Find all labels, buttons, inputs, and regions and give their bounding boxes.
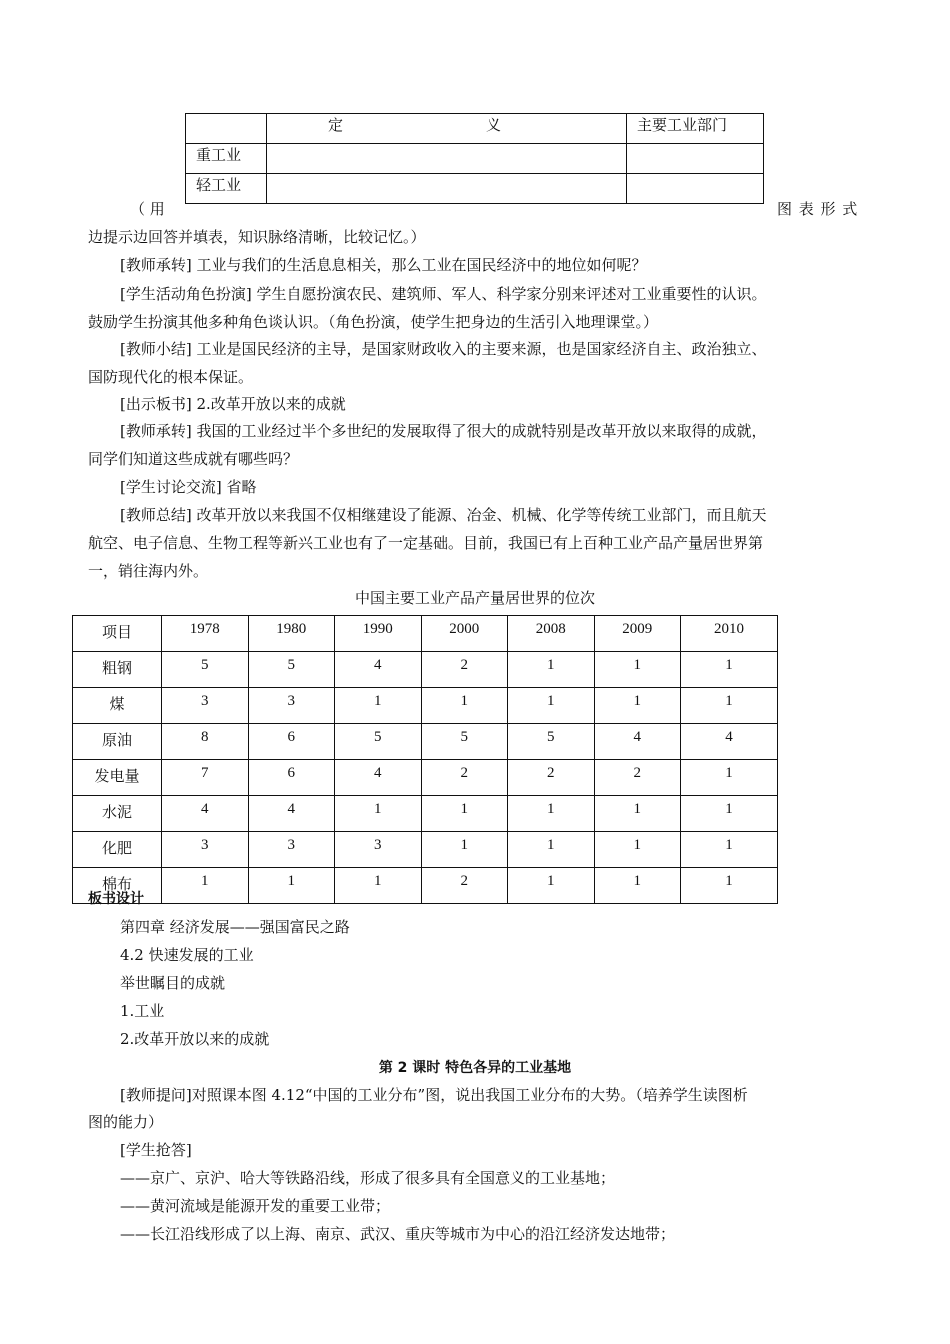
- paragraph: [教师总结] 改革开放以来我国不仅相继建设了能源、冶金、机械、化学等传统工业部门，而且航天: [120, 506, 767, 524]
- rank-table: [72, 615, 778, 904]
- table-cell: 2: [421, 760, 508, 796]
- board-line: 举世瞩目的成就: [120, 974, 226, 992]
- paragraph: ——京广、京沪、哈大等铁路沿线，形成了很多具有全国意义的工业基地；: [120, 1169, 616, 1187]
- row-label-light: 轻工业: [186, 174, 267, 204]
- paragraph: 一，销往海内外。: [88, 562, 209, 580]
- table-cell: 5: [421, 724, 508, 760]
- table-cell: 1: [681, 796, 778, 832]
- table-cell: 1: [681, 760, 778, 796]
- side-note-right: 图 表 形 式: [777, 200, 859, 218]
- table-cell: 4: [162, 796, 249, 832]
- paragraph: [教师承转] 我国的工业经过半个多世纪的发展取得了很大的成就特别是改革开放以来取得的成就，: [120, 422, 767, 440]
- table-cell: 1: [681, 652, 778, 688]
- table-cell: 5: [335, 724, 422, 760]
- table-cell: 4: [681, 724, 778, 760]
- table-cell: 3: [248, 832, 335, 868]
- table-cell: 5: [248, 652, 335, 688]
- table-cell: 3: [162, 688, 249, 724]
- table-cell: [267, 144, 627, 174]
- paragraph: [出示板书] 2.改革开放以来的成就: [120, 395, 346, 413]
- table-cell: 3: [248, 688, 335, 724]
- table-cell: 2: [508, 760, 595, 796]
- board-line: 1.工业: [120, 1002, 165, 1020]
- table-cell: 1: [594, 868, 681, 904]
- table-cell: 1: [421, 832, 508, 868]
- table-cell: 6: [248, 760, 335, 796]
- table-cell: 2: [421, 652, 508, 688]
- table-header-cell: 2000: [421, 616, 508, 652]
- table-cell: [186, 114, 267, 144]
- table-cell: 4: [594, 724, 681, 760]
- table-caption: 中国主要工业产品产量居世界的位次: [354, 589, 595, 607]
- table-cell: 1: [421, 688, 508, 724]
- table-header-row: [73, 616, 778, 652]
- paragraph: 航空、电子信息、生物工程等新兴工业也有了一定基础。目前，我国已有上百种工业产品产量居世界第: [88, 534, 764, 552]
- table-row: [73, 832, 778, 868]
- table-cell: [267, 174, 627, 204]
- industry-definition-table: [185, 113, 764, 204]
- paragraph: [学生讨论交流] 省略: [120, 478, 257, 496]
- paragraph: [教师承转] 工业与我们的生活息息相关，那么工业在国民经济中的地位如何呢？: [120, 256, 647, 274]
- table-row: [73, 724, 778, 760]
- row-label: 粗钢: [73, 652, 162, 688]
- paragraph: 国防现代化的根本保证。: [88, 368, 254, 386]
- table-cell: 1: [508, 688, 595, 724]
- row-label: 水泥: [73, 796, 162, 832]
- table-cell: 1: [681, 832, 778, 868]
- table-cell: 1: [248, 868, 335, 904]
- table-cell: 4: [335, 760, 422, 796]
- side-note-left: （ 用: [130, 200, 165, 218]
- table-cell: 1: [508, 652, 595, 688]
- paragraph: 鼓励学生扮演其他多种角色谈认识。（角色扮演，使学生把身边的生活引入地理课堂。）: [88, 313, 659, 331]
- paragraph: 图的能力）: [88, 1113, 164, 1131]
- table-cell: [627, 144, 764, 174]
- row-label: 发电量: [73, 760, 162, 796]
- table-header-cell: 1990: [335, 616, 422, 652]
- table-header-definition: 定 义: [267, 114, 627, 144]
- board-line: 第四章 经济发展——强国富民之路: [120, 918, 350, 936]
- table-header-cell: 1980: [248, 616, 335, 652]
- table-cell: 1: [335, 796, 422, 832]
- table-cell: 1: [335, 688, 422, 724]
- row-label-heavy: 重工业: [186, 144, 267, 174]
- table-cell: 8: [162, 724, 249, 760]
- board-line: 4.2 快速发展的工业: [120, 946, 254, 964]
- table-cell: 3: [335, 832, 422, 868]
- table-cell: 1: [508, 796, 595, 832]
- table-cell: 1: [681, 868, 778, 904]
- table-cell: 7: [162, 760, 249, 796]
- table-header-cell: 2008: [508, 616, 595, 652]
- table-header-cell: 1978: [162, 616, 249, 652]
- table-cell: 1: [681, 688, 778, 724]
- paragraph: 同学们知道这些成就有哪些吗？: [88, 450, 299, 468]
- table-row: [73, 652, 778, 688]
- table-header-cell: 2010: [681, 616, 778, 652]
- table-cell: 1: [335, 868, 422, 904]
- board-line: 2.改革开放以来的成就: [120, 1030, 270, 1048]
- table-row: [186, 174, 764, 204]
- paragraph: ——黄河流域是能源开发的重要工业带；: [120, 1197, 391, 1215]
- table-row: [73, 688, 778, 724]
- table-cell: 1: [594, 796, 681, 832]
- row-label: 棉布: [73, 868, 162, 904]
- table-cell: 1: [594, 652, 681, 688]
- paragraph: [教师提问]对照课本图 4.12“中国的工业分布”图，说出我国工业分布的大势。（培养学生读图析: [120, 1086, 748, 1104]
- table-row: [73, 760, 778, 796]
- paragraph: [学生活动角色扮演] 学生自愿扮演农民、建筑师、军人、科学家分别来评述对工业重要性的认识。: [120, 285, 767, 303]
- table-cell: 1: [594, 688, 681, 724]
- table-cell: 2: [421, 868, 508, 904]
- table-cell: 2: [594, 760, 681, 796]
- table-cell: 6: [248, 724, 335, 760]
- section-title: 第 2 课时 特色各异的工业基地: [378, 1060, 572, 1076]
- table-cell: 3: [162, 832, 249, 868]
- table-cell: 1: [508, 868, 595, 904]
- board-title: 板书设计: [88, 891, 144, 907]
- paragraph: [教师小结] 工业是国民经济的主导，是国家财政收入的主要来源，也是国家经济自主、政治独立、: [120, 340, 767, 358]
- table-cell: 4: [335, 652, 422, 688]
- table-cell: 4: [248, 796, 335, 832]
- row-label: 煤: [73, 688, 162, 724]
- table-cell: 5: [162, 652, 249, 688]
- paragraph: 边提示边回答并填表，知识脉络清晰，比较记忆。）: [88, 228, 426, 246]
- table-cell: 1: [421, 796, 508, 832]
- table-row: [186, 114, 764, 144]
- row-label: 原油: [73, 724, 162, 760]
- paragraph: [学生抢答]: [120, 1141, 192, 1159]
- table-header-cell: 2009: [594, 616, 681, 652]
- table-cell: [627, 174, 764, 204]
- table-header-departments: 主要工业部门: [627, 114, 764, 144]
- table-cell: 1: [162, 868, 249, 904]
- table-row: [73, 796, 778, 832]
- table-cell: 1: [508, 832, 595, 868]
- table-header-cell: 项目: [73, 616, 162, 652]
- table-row: [186, 144, 764, 174]
- paragraph: ——长江沿线形成了以上海、南京、武汉、重庆等城市为中心的沿江经济发达地带；: [120, 1225, 676, 1243]
- table-cell: 5: [508, 724, 595, 760]
- row-label: 化肥: [73, 832, 162, 868]
- table-cell: 1: [594, 832, 681, 868]
